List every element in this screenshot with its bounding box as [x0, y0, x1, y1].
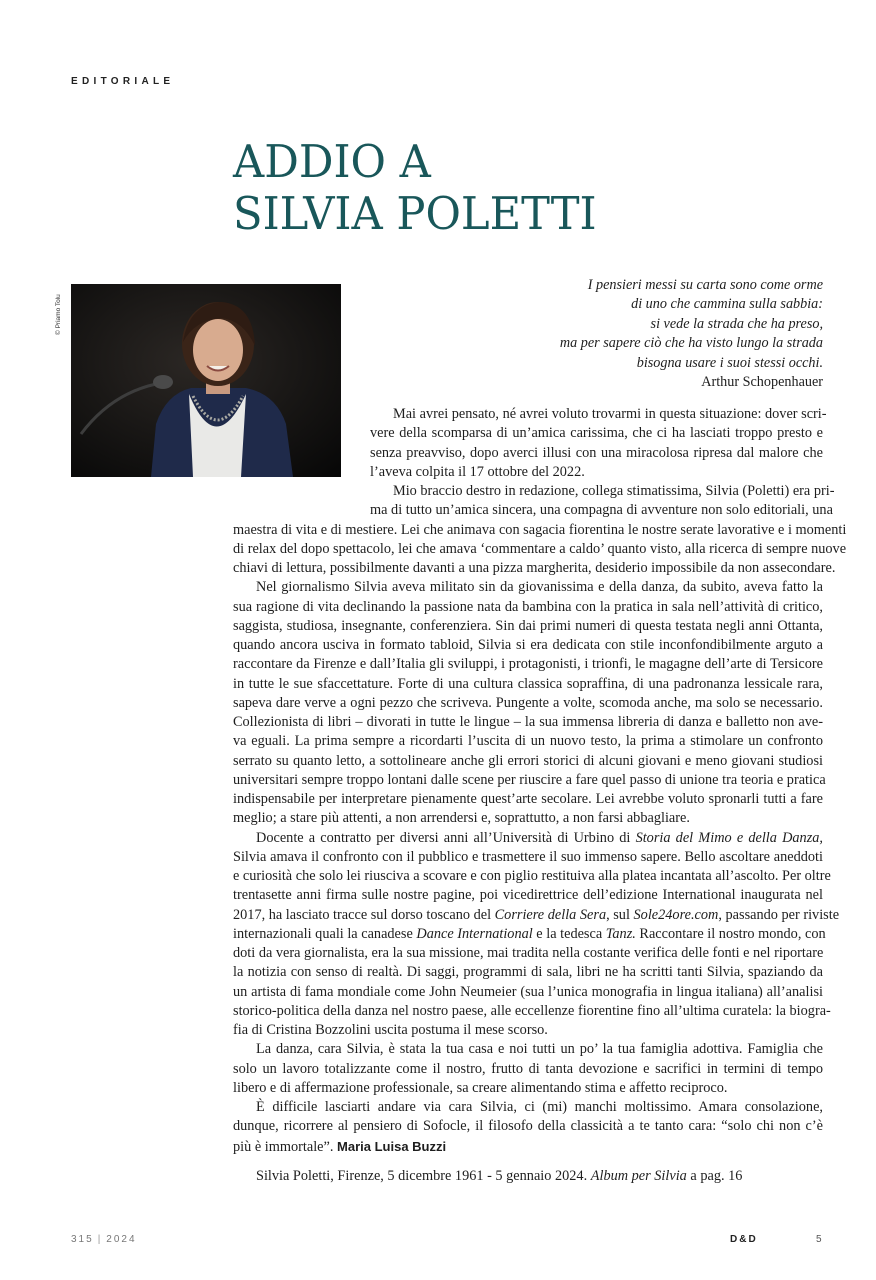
text-line: sapeva dare verve a ogni pezzo che scriveva. Pungente a volte, scomoda anche, ma solo se necessario. [233, 694, 823, 711]
text-line: solo un lavoro totalizzante come il nostro, frutto di tanta devozione e sacrifici in termini di tempo [233, 1060, 823, 1077]
text-line: ma di tutto un’amica sincera, una compagna di avventure non solo editoriali, una [370, 502, 833, 519]
text-line: di relax del dopo spettacolo, lei che amava ‘commentare a caldo’ quanto visto, alla ricerca di sempre nuove [233, 540, 847, 557]
text-line: raccontare da Firenze e dall’Italia gli sviluppi, i protagonisti, i trionfi, le magagne dell’arte di Tersicore [233, 656, 823, 673]
paragraph-2 [233, 482, 847, 578]
text-line: Mio braccio destro in redazione, collega stimatissima, Silvia (Poletti) era pri- [393, 483, 835, 499]
text-line: l’aveva colpita il 17 ottobre del 2022. [370, 463, 585, 480]
text-line: fia di Cristina Bozzolini uscita postuma il mese scorso. [233, 1022, 548, 1038]
text-line: la notizia con senso di realtà. Di saggi, programmi di sala, libri ne ha scritti tanti Silvia, spaziando da [233, 964, 823, 981]
paragraph-1 [233, 405, 827, 482]
text-line: chiavi di lettura, possibilmente davanti a una pizza margherita, desiderio impossibile da non assecondare. [233, 560, 836, 576]
paragraph-3 [233, 578, 826, 828]
course-title: Storia del Mimo e della Danza, [635, 829, 823, 846]
text-line: indispensabile per interpretare pienamente quest’arte secolare. Lei avrebbe voluto spronarli tutti a fare [233, 791, 823, 807]
text-line: vere della scomparsa di un’amica carissima, che ci ha lasciati troppo presto e [370, 425, 823, 442]
title-line-2: SILVIA POLETTI [233, 187, 597, 240]
footer-separator: | [97, 1234, 103, 1245]
photo-caption [256, 1168, 742, 1185]
title-line-1: ADDIO A [233, 135, 431, 188]
epigraph-line: bisogna usare i suoi stessi occhi. [636, 354, 823, 371]
caption-album-title: Album per Silvia [590, 1168, 687, 1184]
article-body [233, 405, 847, 1156]
page-title [233, 136, 597, 240]
text-line: libero e di affermazione professionale, sa creare alimentando stima e affetto reciproco. [233, 1079, 728, 1096]
text-line: saggista, studiosa, insegnante, conferenziera. Sin dai primi numeri di questa testata negli anni Ottanta, [233, 617, 823, 634]
paragraph-6 [233, 1098, 823, 1156]
publication-name: Dance International [416, 925, 533, 942]
publication-name: Corriere della Sera [494, 906, 607, 923]
text-line: meglio; a stare più attenti, a non arrendersi e, soprattutto, a non farsi abbagliare. [233, 810, 690, 827]
text-line: un artista di fama mondiale come John Neumeier (sua l’unica monografia in lingua italiana) all’analisi [233, 983, 823, 1000]
paragraph-4 [233, 829, 840, 1041]
text-line: storico-politica della danza nel nostro paese, alle eccellenze fiorentine fino all’ultima curatela: la biogra- [233, 1002, 831, 1019]
epigraph-line: ma per sapere ciò che ha visto lungo la strada [559, 335, 823, 352]
text-line: Mai avrei pensato, né avrei voluto trovarmi in questa situazione: dover scri- [393, 406, 827, 422]
text-line: Nel giornalismo Silvia aveva militato sin da giovanissima e della danza, da subito, aveva fatto la [256, 579, 823, 596]
issue-year: 2024 [106, 1234, 137, 1245]
text-line: maestra di vita e di mestiere. Lei che animava con sagacia fiorentina le nostre serate lavorative e i momenti [233, 521, 847, 538]
issue-number: 315 [71, 1234, 94, 1245]
text-line: e curiosità che solo lei riusciva a scovare e con piglio restituiva alla platea incantata all’ascolto. Per oltre [233, 868, 831, 884]
text-line: La danza, cara Silvia, è stata la tua casa e noi tutti un po’ la tua famiglia adottiva. Famiglia che [256, 1041, 823, 1058]
text-run: e la tedesca [532, 925, 606, 942]
text-run: internazionali quali la canadese [233, 925, 417, 942]
text-line: Collezionista di libri – divorati in tutte le lingue – la sua immensa libreria di danza e balletto non ave- [233, 714, 823, 730]
text-run: Docente a contratto per diversi anni all’Università di Urbino di [256, 829, 636, 846]
caption-text: Silvia Poletti, Firenze, 5 dicembre 1961 - 5 gennaio 2024. [256, 1168, 591, 1184]
text-line: dunque, ricorrere al pensiero di Sofocle, il filosofo della classicità a te tanto cara: “solo chi non c’è [233, 1118, 823, 1135]
text-line: serrato su quanto letto, a sottolineare anche gli errori storici di alcuni giovani e meno giovani studiosi [233, 752, 823, 769]
text-line [233, 925, 826, 944]
text-line [233, 1137, 823, 1156]
text-run: più è immortale”. [233, 1138, 334, 1155]
text-line [233, 829, 823, 848]
photo-credit: © Priamo Tolu [55, 294, 62, 335]
text-line [233, 906, 840, 925]
epigraph-author: Arthur Schopenhauer [701, 374, 823, 391]
epigraph-line: di uno che cammina sulla sabbia: [631, 296, 823, 313]
section-label: EDITORIALE [71, 76, 175, 87]
text-run: , sul [606, 906, 634, 923]
text-line: doti da vera giornalista, era la sua missione, mai tradita nella costante verifica delle fonti e nel riportare [233, 945, 824, 961]
epigraph-line: si vede la strada che ha preso, [650, 315, 823, 332]
page-number: 5 [816, 1234, 822, 1245]
text-line: quando ancora usciva in formato tabloid, Silvia si era dedicata con stile inconfondibilmente arguto a [233, 637, 823, 653]
epigraph-line: I pensieri messi su carta sono come orme [587, 277, 823, 293]
footer-issue [71, 1234, 137, 1245]
caption-page-ref: a pag. 16 [686, 1168, 743, 1184]
paragraph-5 [233, 1040, 823, 1098]
text-line: senza preavviso, dopo averci illusi con una miracolosa ripresa dal malore che [370, 444, 823, 461]
text-line: va eguali. La prima sempre a ricordarti l’uscita di un nuovo testo, la prima a stimolare un confronto [233, 733, 823, 750]
text-line: È difficile lasciarti andare via cara Silvia, ci (mi) manchi moltissimo. Amara consolazione, [256, 1099, 823, 1115]
text-line: universitari sempre troppo lontani dalle scene per riuscire a fare quel passo di unione tra teoria e pratica [233, 771, 826, 788]
text-line: trentasette anni firma sulle nostre pagine, poi vicedirettrice dell’edizione International inaugurata nel [233, 887, 823, 904]
text-run: 2017, ha lasciato tracce sul dorso toscano del [233, 906, 495, 923]
epigraph [560, 276, 823, 392]
publication-name: Tanz. [605, 925, 636, 942]
author-signature: Maria Luisa Buzzi [337, 1138, 447, 1154]
footer-magazine: D&D [730, 1234, 758, 1245]
publication-name: Sole24ore.com [633, 906, 719, 923]
text-run: , passando per riviste [718, 906, 840, 923]
text-line: Silvia amava il confronto con il pubblico e trasmettere il suo immenso sapere. Bello ascoltare aneddoti [233, 848, 823, 865]
text-line: sua ragione di vita declinando la passione nata da bambina con la pratica in sala nell’attività di critico, [233, 598, 823, 615]
text-run: Raccontare il nostro mondo, con [635, 925, 826, 942]
text-line: in tutte le sue sfaccettature. Forte di una cultura classica sopraffina, di una padronanza lessicale rara, [233, 675, 823, 692]
